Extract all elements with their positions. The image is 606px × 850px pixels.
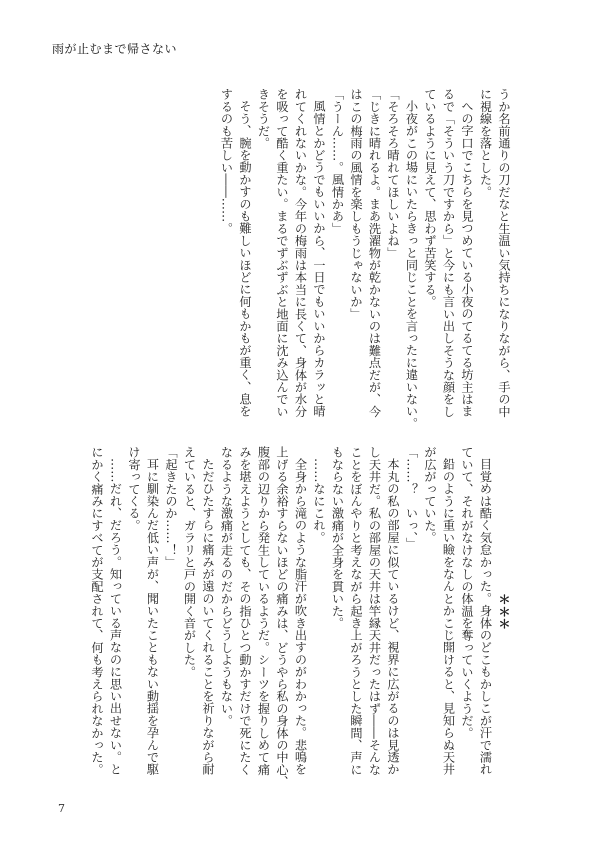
text-column: 腹部の辺りから発生しているようだ。シーツを握りしめて痛 — [256, 446, 271, 776]
text-column: 全身から滝のような脂汗が吹き出すのがわかった。悲鳴を — [293, 458, 308, 776]
text-column: 耳に馴染んだ低い声が、聞いたこともない動揺を孕んで駆 — [145, 458, 160, 776]
section-break-asterisks: ＊＊＊ — [497, 593, 511, 630]
bottom-text-block — [88, 446, 514, 788]
text-column: 「じきに晴れるよ。まあ洗濯物が乾かないのは難点だが、今 — [367, 88, 382, 418]
text-column: にかく痛みにすべてが支配されて、何も考えられなかった。 — [90, 446, 104, 776]
text-column: ただひたすらに痛みが遠のいてくれることを祈りながら耐 — [201, 458, 215, 776]
text-column: ……なにこれ。 — [312, 458, 326, 544]
text-column: なるような激痛が走るのだからどうしようもない。 — [219, 446, 234, 727]
page-number: 7 — [58, 802, 65, 815]
text-column: 小夜がこの場にいたらきっと同じことを言ったに違いない。 — [404, 100, 419, 430]
text-column: るで「そういう刀ですから」と今にも言い出しそうな顔をし — [441, 88, 456, 418]
text-column: するのも苦しい――……。 — [219, 88, 234, 235]
text-column: ……だれ、だろう。知っている声なのに思い出せない。と — [108, 458, 123, 776]
text-column: への字口でこちらを見つめている小夜のてるてる坊主はま — [460, 100, 474, 418]
running-header-title: 雨が止むまで帰さない — [52, 42, 178, 56]
text-column: もならない激痛が全身を貫いた。 — [330, 446, 345, 629]
text-column: に視線を落とした。 — [478, 88, 493, 198]
text-column: うか名前通りの刀だなと生温い気持ちになりながら、手の中 — [497, 88, 511, 418]
text-column: えていると、ガラリと戸の開く音がした。 — [182, 446, 197, 678]
text-column: ことをぼんやりと考えながら起き上がろうとした瞬間、声に — [349, 446, 363, 776]
text-column: みを堪えようとしても、その指ひとつ動かすだけで死にたく — [238, 446, 252, 776]
text-column: 風情とかどうでもいいから、一日でもいいからカラッと晴 — [312, 100, 326, 418]
top-text-block — [217, 88, 513, 430]
text-column: 目覚めは酷く気怠かった。身体のどこもかしこが汗で濡れ — [478, 458, 493, 776]
text-column: を吸って酷く重たい。まるでずぶずぶと地面に沈み込んでい — [275, 88, 289, 418]
text-column: 「そろそろ晴れてほしいよね」 — [386, 88, 400, 259]
text-column: が広がっていた。 — [423, 446, 437, 544]
text-column: 「うーん……。風情かあ」 — [330, 88, 345, 235]
text-column: 「……？ いっ、」 — [404, 446, 419, 550]
text-column: そう、腕を動かすのも難しいほどに何もかもが重く、息を — [238, 100, 252, 418]
text-column: きそうだ。 — [256, 88, 271, 149]
text-column: 本丸の私の部屋に似ているけど、視界に広がるのは見透か — [386, 458, 400, 776]
text-column: ているように見えて、思わず苦笑する。 — [423, 88, 437, 308]
text-column: け寄ってくる。 — [127, 446, 141, 532]
text-column: 鉛のように重い瞼をなんとかこじ開けると、見知らぬ天井 — [441, 458, 456, 776]
text-column: はこの梅雨の風情を楽しもうじゃないか」 — [349, 88, 363, 320]
text-column: 「起きたのか……！」 — [164, 446, 178, 568]
text-column: ていて、それがなけなしの体温を奪っていくようだ。 — [460, 446, 474, 739]
text-column: し天井だ。私の部屋の天井は竿縁天井だったはず――そんな — [367, 446, 382, 776]
text-column: れてくれないかな。今年の梅雨は本当に長くて、身体が水分 — [293, 88, 308, 418]
text-column: 上げる余裕すらないほどの痛みは、どうやら私の身体の中心、 — [275, 446, 289, 788]
